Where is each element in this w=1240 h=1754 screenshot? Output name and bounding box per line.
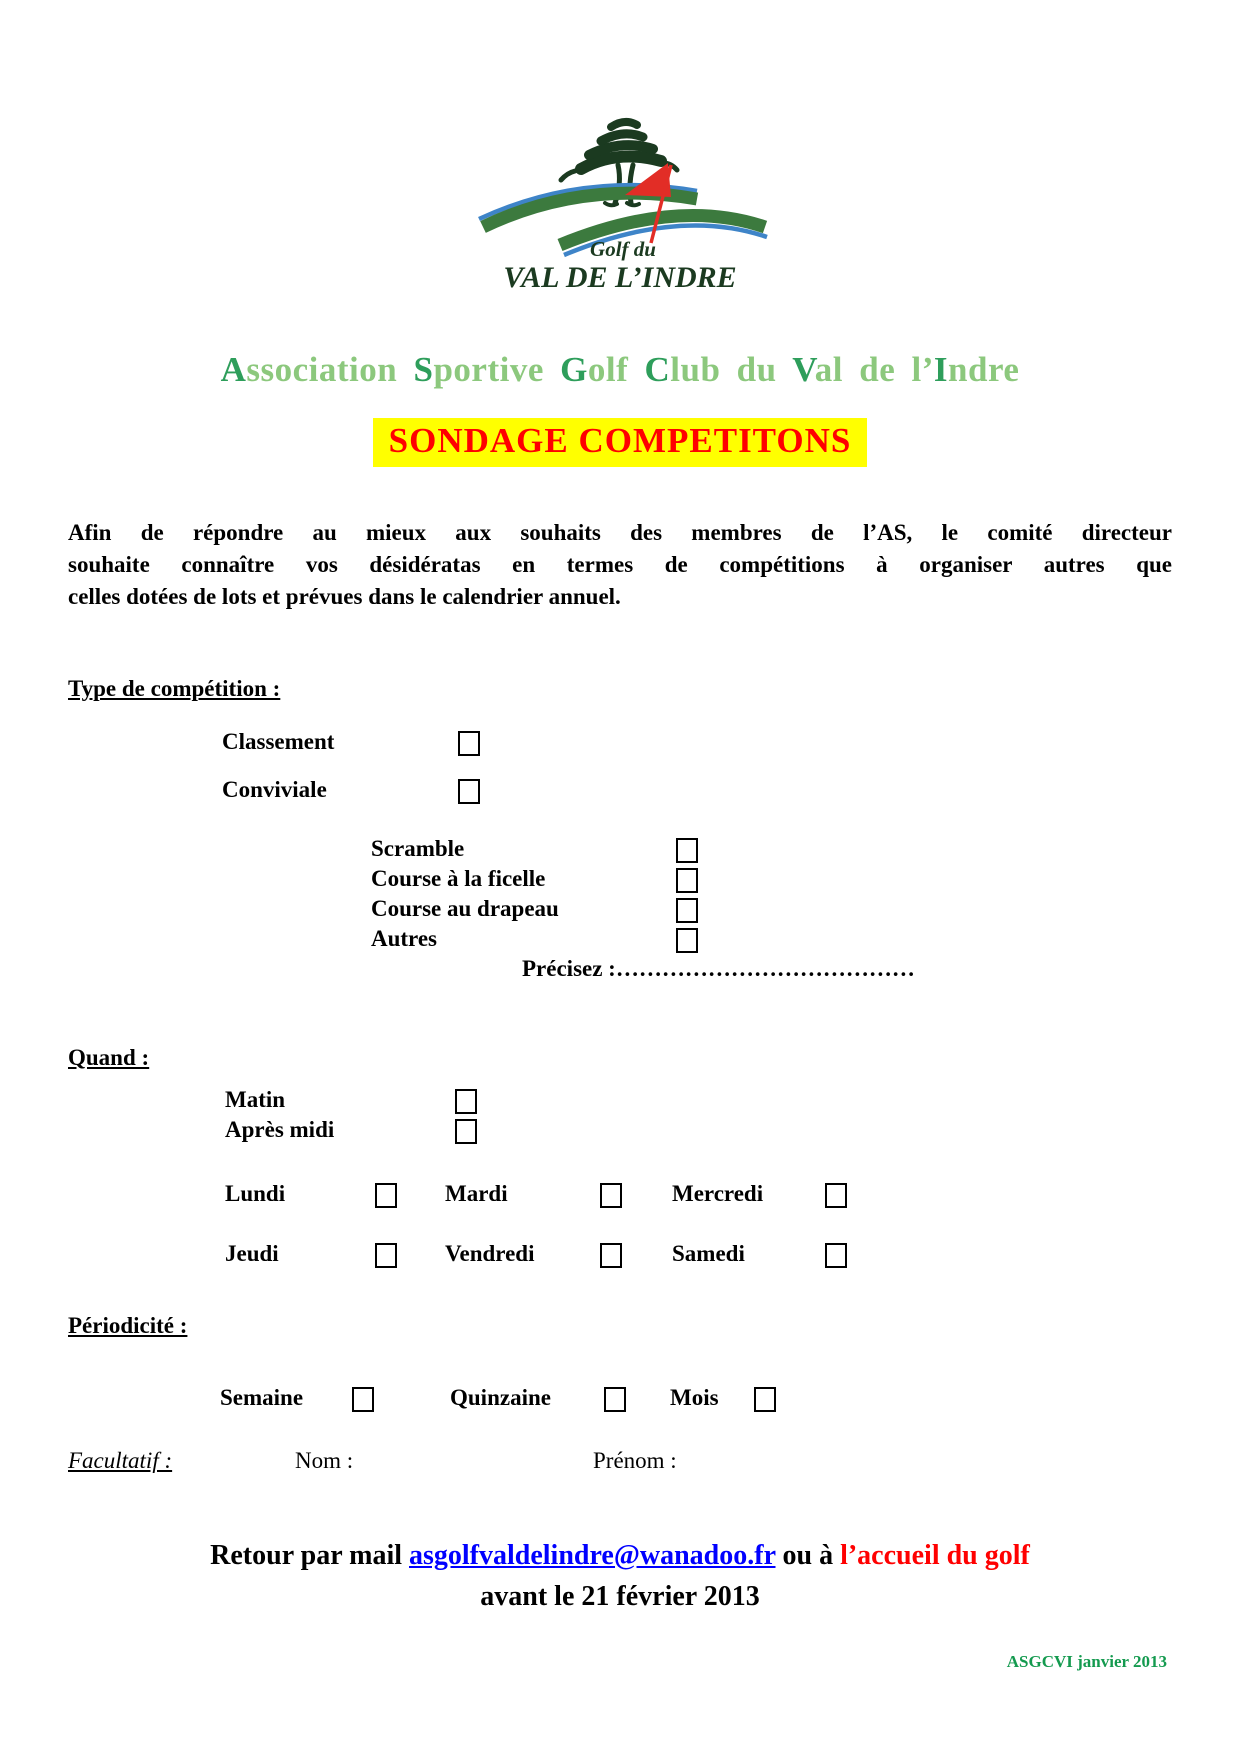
intro-line: souhaite connaître vos désidératas en termes de compétitions à organiser autres que	[68, 552, 1172, 577]
return-text-middle: ou à	[775, 1540, 841, 1571]
title-segment: lub du	[670, 350, 793, 389]
prenom-label: Prénom :	[593, 1448, 677, 1473]
type-section-heading: Type de compétition :	[68, 676, 281, 701]
label-matin: Matin	[225, 1087, 286, 1112]
title-segment: A	[220, 350, 247, 389]
checkbox-autres[interactable]	[676, 928, 698, 953]
title-segment: al de l’	[814, 350, 934, 389]
title-segment: ndre	[948, 350, 1020, 389]
title-segment: C	[644, 350, 671, 389]
checkbox-samedi[interactable]	[825, 1243, 847, 1268]
label-mois: Mois	[670, 1385, 719, 1410]
facultatif-label: Facultatif :	[68, 1448, 173, 1473]
title-segment: V	[792, 350, 815, 389]
checkbox-semaine[interactable]	[352, 1387, 374, 1412]
label-mercredi: Mercredi	[672, 1181, 764, 1206]
label-scramble: Scramble	[371, 836, 465, 861]
checkbox-mois[interactable]	[754, 1387, 776, 1412]
label-conviviale: Conviviale	[222, 777, 327, 802]
label-semaine: Semaine	[220, 1385, 304, 1410]
checkbox-matin[interactable]	[455, 1089, 477, 1114]
email-link[interactable]: asgolfvaldelindre@wanadoo.fr	[409, 1540, 776, 1571]
checkbox-conviviale[interactable]	[458, 779, 480, 804]
return-instruction-line1	[0, 1540, 1240, 1572]
logo-text-line2: VAL DE L’INDRE	[503, 261, 737, 294]
return-instruction-line2: avant le 21 février 2013	[480, 1581, 760, 1612]
document-stamp: ASGCVI janvier 2013	[1006, 1652, 1167, 1671]
survey-banner-row	[0, 418, 1240, 467]
checkbox-scramble[interactable]	[676, 838, 698, 863]
precisez-line	[522, 956, 915, 982]
title-segment: olf	[587, 350, 645, 389]
checkbox-course-drapeau[interactable]	[676, 898, 698, 923]
checkbox-jeudi[interactable]	[375, 1243, 397, 1268]
checkbox-quinzaine[interactable]	[604, 1387, 626, 1412]
intro-line: celles dotées de lots et prévues dans le calendrier annuel.	[68, 584, 621, 609]
label-mardi: Mardi	[445, 1181, 508, 1206]
survey-banner: SONDAGE COMPETITONS	[373, 418, 868, 467]
intro-line: Afin de répondre au mieux aux souhaits des membres de l’AS, le comité directeur	[68, 520, 1172, 545]
precisez-blank: …………………………………	[615, 956, 915, 981]
title-segment: G	[560, 350, 588, 389]
association-title	[0, 350, 1240, 390]
periodicite-section-heading: Périodicité :	[68, 1313, 188, 1338]
label-classement: Classement	[222, 729, 335, 754]
return-text-accent: l’accueil du golf	[840, 1540, 1030, 1571]
logo-text-line1: Golf du	[590, 237, 656, 261]
label-samedi: Samedi	[672, 1241, 745, 1266]
label-quinzaine: Quinzaine	[450, 1385, 551, 1410]
intro-paragraph	[68, 517, 1172, 613]
label-course-ficelle: Course à la ficelle	[371, 866, 546, 891]
precisez-label: Précisez :	[522, 956, 616, 981]
title-segment: portive	[433, 350, 561, 389]
checkbox-classement[interactable]	[458, 731, 480, 756]
label-autres: Autres	[371, 926, 438, 951]
nom-label: Nom :	[295, 1448, 354, 1473]
checkbox-lundi[interactable]	[375, 1183, 397, 1208]
checkbox-vendredi[interactable]	[600, 1243, 622, 1268]
checkbox-apres-midi[interactable]	[455, 1119, 477, 1144]
checkbox-mardi[interactable]	[600, 1183, 622, 1208]
club-logo	[465, 103, 775, 295]
title-segment: I	[933, 350, 949, 389]
label-apres-midi: Après midi	[225, 1117, 335, 1142]
quand-section-heading: Quand :	[68, 1045, 150, 1070]
label-course-drapeau: Course au drapeau	[371, 896, 559, 921]
label-lundi: Lundi	[225, 1181, 286, 1206]
label-vendredi: Vendredi	[445, 1241, 535, 1266]
title-segment: S	[413, 350, 434, 389]
label-jeudi: Jeudi	[225, 1241, 279, 1266]
title-segment: ssociation	[246, 350, 414, 389]
return-text-prefix: Retour par mail	[210, 1540, 409, 1571]
checkbox-mercredi[interactable]	[825, 1183, 847, 1208]
checkbox-course-ficelle[interactable]	[676, 868, 698, 893]
